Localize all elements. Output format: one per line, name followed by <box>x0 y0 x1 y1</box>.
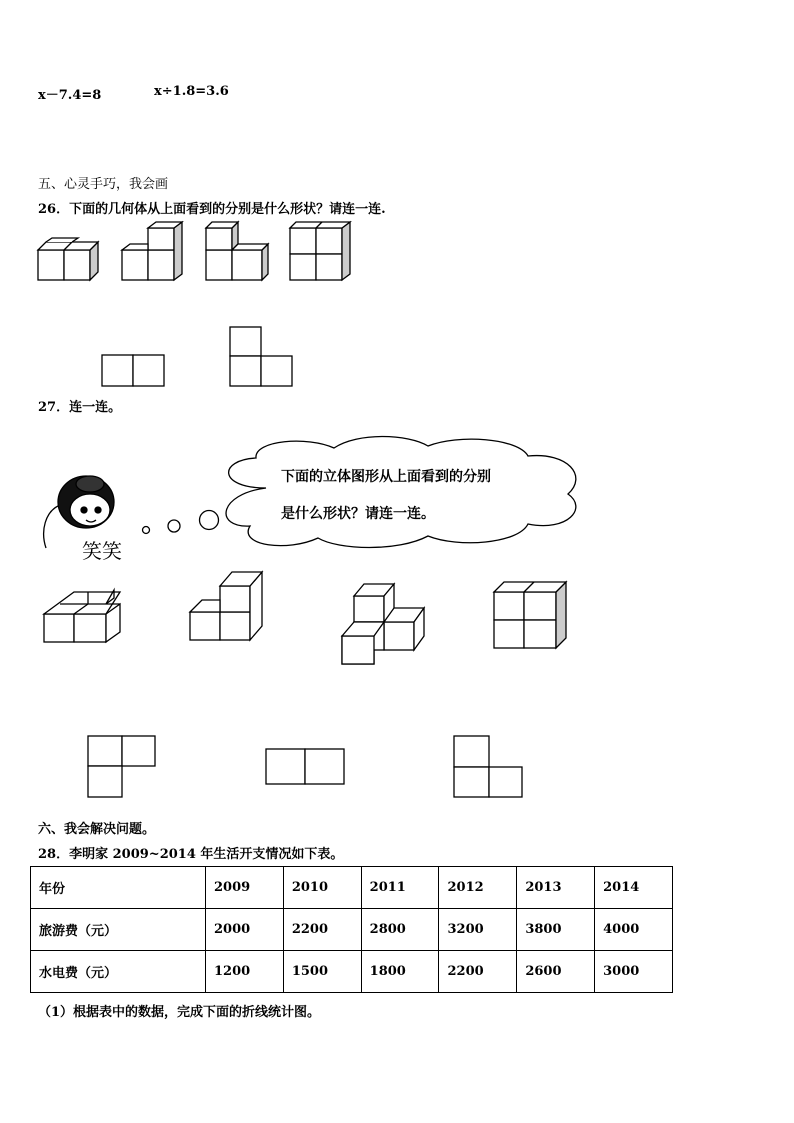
table-cell: 旅游费（元） <box>31 909 206 951</box>
q27-view-3 <box>452 734 526 800</box>
q27-solid-3 <box>338 578 430 668</box>
table-cell: 2200 <box>439 951 517 993</box>
table-cell: 1200 <box>206 951 284 993</box>
table-cell: 水电费（元） <box>31 951 206 993</box>
table-cell: 年份 <box>31 867 206 909</box>
equation-2: x÷1.8=3.6 <box>154 84 229 99</box>
q27-view-2 <box>264 747 348 787</box>
table-cell: 1500 <box>283 951 361 993</box>
table-cell: 3000 <box>595 951 673 993</box>
table-row <box>31 951 673 993</box>
table-cell: 2013 <box>517 867 595 909</box>
table-cell: 3800 <box>517 909 595 951</box>
table-cell: 2014 <box>595 867 673 909</box>
table-cell: 2011 <box>361 867 439 909</box>
speech-cloud <box>138 436 584 554</box>
table-cell: 1800 <box>361 951 439 993</box>
q26-solid-1 <box>34 236 104 284</box>
table-cell: 2010 <box>283 867 361 909</box>
q28-sub1: （1）根据表中的数据，完成下面的折线统计图。 <box>38 1005 321 1020</box>
q26-text: 26．下面的几何体从上面看到的分别是什么形状？请连一连. <box>38 202 386 217</box>
equation-1: x－7.4=8 <box>38 88 102 103</box>
table-cell: 2200 <box>283 909 361 951</box>
table-cell: 2009 <box>206 867 284 909</box>
q26-solid-3 <box>202 218 272 284</box>
table-cell: 2000 <box>206 909 284 951</box>
expense-table <box>30 866 673 993</box>
q26-solid-2 <box>118 218 188 284</box>
table-cell: 4000 <box>595 909 673 951</box>
q26-view-l-shape <box>228 325 296 389</box>
q27-solid-2 <box>186 568 266 644</box>
table-cell: 2800 <box>361 909 439 951</box>
q27-solid-1 <box>40 586 126 646</box>
bubble-line-1: 下面的立体图形从上面看到的分别 <box>281 469 491 485</box>
table-header-row <box>31 867 673 909</box>
q27-view-1 <box>86 734 158 800</box>
q26-solid-4 <box>286 218 356 284</box>
table-cell: 2600 <box>517 951 595 993</box>
section6-title: 六、我会解决问题。 <box>38 822 156 837</box>
q28-text: 28．李明家 2009~2014 年生活开支情况如下表。 <box>38 847 344 862</box>
character-name: 笑笑 <box>82 539 122 563</box>
section5-title: 五、心灵手巧，我会画 <box>38 177 169 192</box>
q27-text: 27．连一连。 <box>38 400 122 415</box>
bubble-line-2: 是什么形状？请连一连。 <box>281 506 435 522</box>
table-cell: 3200 <box>439 909 517 951</box>
q26-view-two-squares <box>100 353 168 389</box>
table-cell: 2012 <box>439 867 517 909</box>
q27-solid-4 <box>490 578 570 652</box>
table-row <box>31 909 673 951</box>
